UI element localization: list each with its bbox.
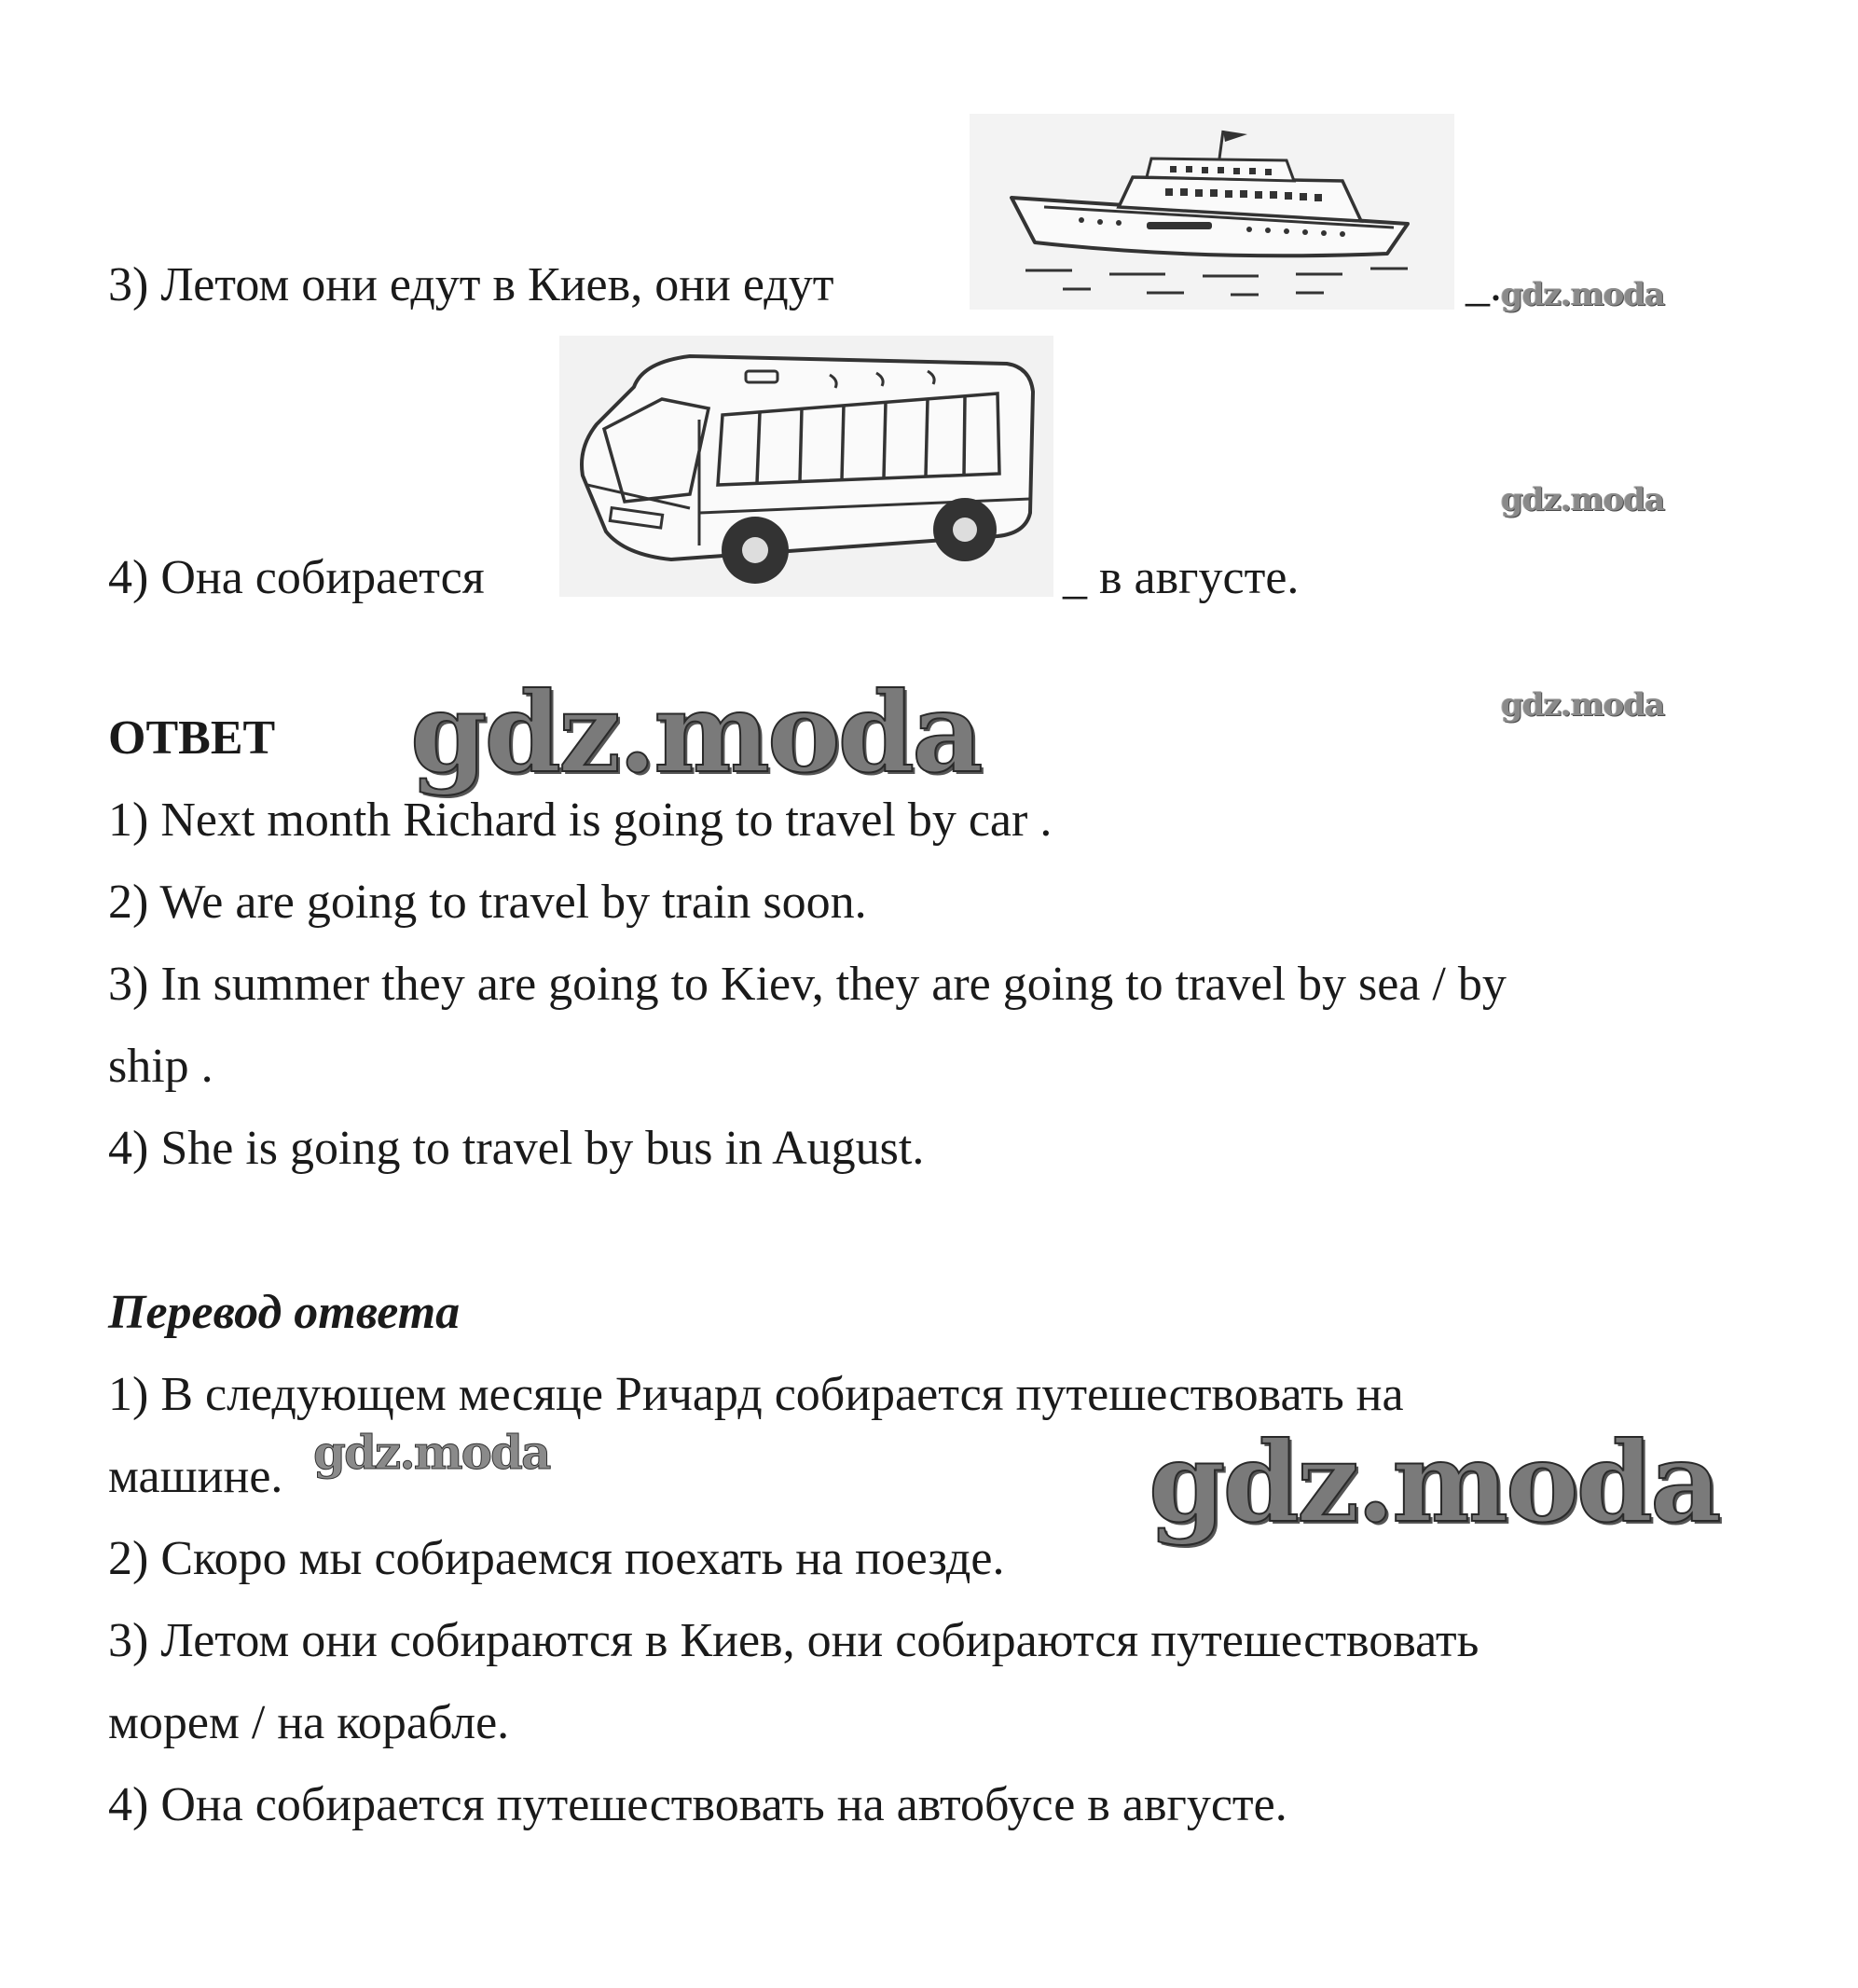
- exercise-item-3-text: 3) Летом они едут в Киев, они едут: [108, 258, 834, 311]
- answer-line-1: 1) Next month Richard is going to travel by car .: [108, 794, 1053, 847]
- exercise-item-4-start: 4) Она собирается: [108, 551, 485, 604]
- bus-icon: [559, 336, 1053, 597]
- translation-line-1-cont: машине.: [108, 1450, 283, 1503]
- translation-line-3-cont: морем / на корабле.: [108, 1696, 510, 1749]
- answer-line-2: 2) We are going to travel by train soon.: [108, 876, 867, 929]
- exercise-item-4-end: _ в августе.: [1063, 551, 1300, 604]
- answer-heading: ОТВЕТ: [108, 711, 276, 765]
- watermark-large: gdz.moda: [1149, 1417, 1719, 1547]
- watermark-medium: gdz.moda: [313, 1425, 550, 1480]
- ship-icon: [970, 114, 1454, 310]
- exercise-item-3-end: _.: [1466, 258, 1502, 311]
- answer-line-3-cont: ship .: [108, 1040, 213, 1093]
- watermark-small: gdz.moda: [1501, 686, 1665, 724]
- translation-line-2: 2) Скоро мы собираемся поехать на поезде.: [108, 1532, 1005, 1585]
- translation-line-3: 3) Летом они собираются в Киев, они собираются путешествовать: [108, 1614, 1480, 1667]
- translation-heading: Перевод ответа: [108, 1286, 461, 1339]
- translation-line-4: 4) Она собирается путешествовать на автобусе в августе.: [108, 1778, 1287, 1831]
- watermark-small: gdz.moda: [1501, 481, 1665, 518]
- watermark-large: gdz.moda: [410, 668, 981, 797]
- translation-line-1: 1) В следующем месяце Ричард собирается путешествовать на: [108, 1368, 1404, 1421]
- watermark-small: gdz.moda: [1501, 276, 1665, 313]
- answer-line-3: 3) In summer they are going to Kiev, they are going to travel by sea / by: [108, 958, 1507, 1011]
- answer-line-4: 4) She is going to travel by bus in August.: [108, 1122, 925, 1175]
